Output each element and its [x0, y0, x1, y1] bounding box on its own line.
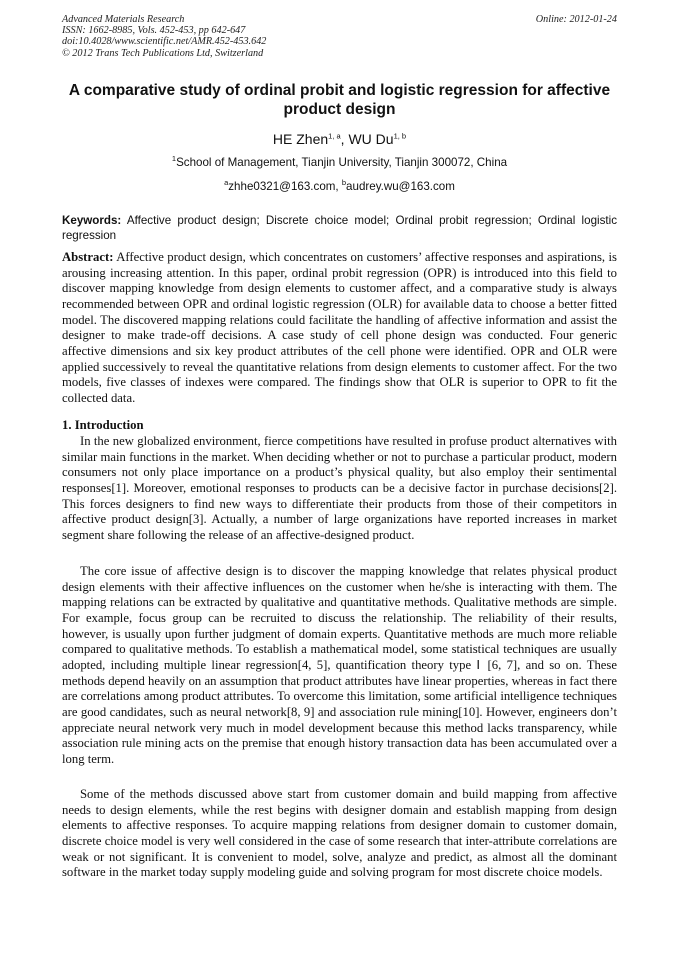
- issn-line: ISSN: 1662-8985, Vols. 452-453, pp 642-647: [62, 25, 246, 37]
- paper-title: A comparative study of ordinal probit and logistic regression for affective product design: [68, 82, 611, 118]
- affiliation: [62, 156, 617, 170]
- affiliation-text: School of Management, Tianjin University, Tianjin 300072, China: [176, 156, 508, 169]
- author-superscript: 1, a: [328, 131, 341, 141]
- author-separator: ,: [340, 131, 349, 147]
- doi-line: doi:10.4028/www.scientific.net/AMR.452-453.642: [62, 36, 267, 48]
- abstract-text: Affective product design, which concentrates on customers’ affective responses and aspirations, is arousing increasing attention. In this paper, ordinal probit regression (OPR) is introduced into this field to discover mapping knowledge from design elements to customer affect, and a comparative study is always recommended between OPR and ordinal logistic regression (OLR) for available data to choose a better fitted model. The discovered mapping relations could facilitate the handling of affective information and assist the designer to make trade-off decisions. A case study of cell phone design was conducted. Four generic affective dimensions and six key product attributes of the cell phone were identified. OPR and OLR were applied successively to reveal the quantitative relations from design elements to customer affect. For the two models, five classes of indexes were compared. The findings show that OLR is superior to OPR to fit the collected data.: [62, 250, 617, 405]
- email-address: zhhe0321@163.com,: [228, 180, 342, 193]
- author-name: HE Zhen: [272, 131, 329, 147]
- journal-header: [62, 14, 617, 59]
- author-superscript: 1, b: [393, 131, 407, 141]
- section-heading: 1. Introduction: [62, 418, 144, 432]
- email-line: [62, 180, 617, 194]
- body-paragraph: The core issue of affective design is to discover the mapping knowledge that relates physical product design elements with their affective influences on the customer when he/she is interacting with them. The mapping relations can be extracted by qualitative and quantitative methods. Qualitative methods are simple. For example, focus group can be recruited to discuss the relationship. The reliability of their results, however, is usually upon further judgment of domain experts. Quantitative methods are much more reliable compared to qualitative methods. To establish a mathematical model, some statistical techniques are usually adopted, including multiple linear regression[4, 5], quantification theory type Ⅰ [6, 7], and so on. These methods depend heavily on an assumption that product attributes have linear properties, whereas in fact there are correlations among product attributes. To overcome this limitation, some artificial intelligence techniques are good candidates, such as neural network[8, 9] and association rule mining[10]. However, engineers don’t appreciate neural network very much in model development because this method lacks transparency, while association rule mining acts on the premise that enough history transaction data has been accumulated over a long term.: [62, 564, 617, 766]
- abstract-label: Abstract:: [62, 250, 114, 264]
- online-date: Online: 2012-01-24: [535, 14, 617, 25]
- keywords: [62, 214, 617, 243]
- email-address: audrey.wu@163.com: [346, 180, 455, 193]
- abstract: [62, 250, 617, 407]
- email-superscript: b: [341, 178, 347, 188]
- author-name: WU Du: [348, 131, 394, 147]
- keywords-text: Affective product design; Discrete choice model; Ordinal probit regression; Ordinal logistic regression: [62, 214, 617, 242]
- copyright-line: © 2012 Trans Tech Publications Ltd, Switzerland: [62, 47, 264, 59]
- email-superscript: a: [224, 178, 229, 188]
- keywords-label: Keywords:: [62, 214, 122, 227]
- author-line: [62, 130, 617, 148]
- affiliation-superscript: 1: [171, 154, 177, 164]
- journal-name: Advanced Materials Research: [62, 14, 185, 25]
- body-paragraph: In the new globalized environment, fierce competitions have resulted in profuse product alternatives with similar main functions in the market. When deciding whether or not to purchase a particular product, modern consumers not only place importance on a product’s physical quality, but also employ their sentimental responses[1]. Moreover, emotional responses to products can be a decisive factor in purchase decisions[2]. This forces designers to find new ways to differentiate their products from those of their competitors in affective product design[3]. Actually, a number of large organizations have reported increases in market segment share following the release of an affective-designed product.: [62, 434, 617, 542]
- body-paragraph: Some of the methods discussed above start from customer domain and build mapping from affective needs to design elements, while the rest begins with designer domain and establish mapping from design elements to affective responses. To acquire mapping relations from designer domain to customer domain, discrete choice model is very well considered in the case of some research that inter-attribute correlations are weak or not significant. It is convenient to model, solve, analyze and predict, as almost all the dominant software in the market today supply modeling guide and solving program for most discrete choice models.: [62, 787, 617, 880]
